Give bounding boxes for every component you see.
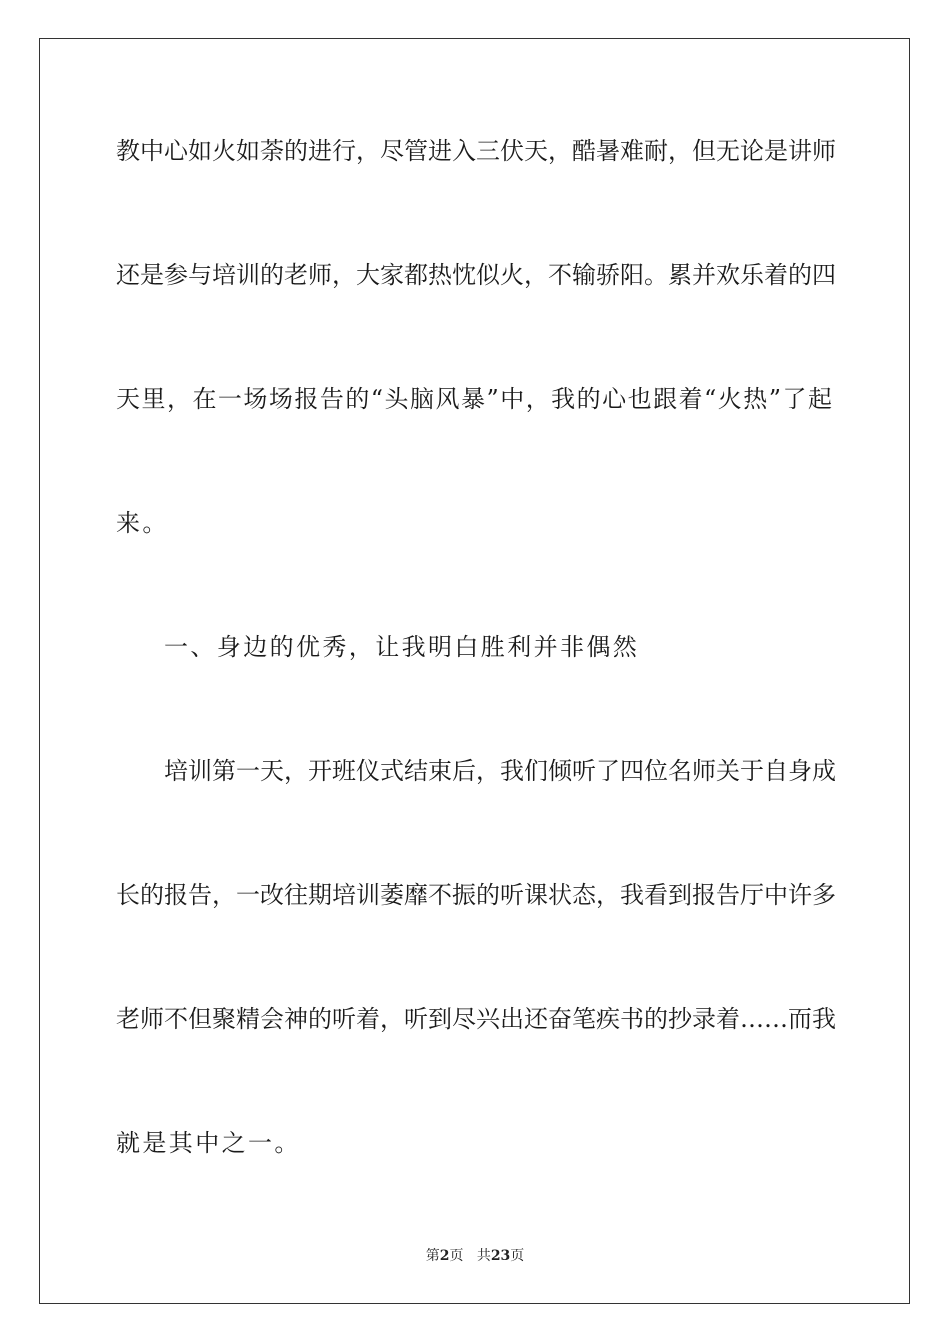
page-prefix: 第 <box>425 1248 440 1264</box>
text-line-9: 就是其中之一。 <box>116 1129 301 1157</box>
text-line-8: 老师不但聚精会神的听着，听到尽兴出还奋笔疾书的抄录着……而我 <box>116 1005 836 1033</box>
page-suffix: 页 <box>449 1248 464 1264</box>
page-border <box>39 38 910 1304</box>
total-pages: 23 <box>490 1248 511 1264</box>
text-line-1: 教中心如火如荼的进行，尽管进入三伏天，酷暑难耐，但无论是讲师 <box>116 137 836 165</box>
total-prefix: 共 <box>476 1248 491 1264</box>
total-suffix: 页 <box>510 1248 525 1264</box>
text-line-6: 培训第一天，开班仪式结束后，我们倾听了四位名师关于自身成 <box>164 757 836 785</box>
section-heading: 一、身边的优秀，让我明白胜利并非偶然 <box>164 633 640 661</box>
text-line-7: 长的报告，一改往期培训萎靡不振的听课状态，我看到报告厅中许多 <box>116 881 836 909</box>
page-number: 2 <box>439 1248 450 1264</box>
page-footer <box>0 1247 950 1265</box>
text-line-3: 天里，在一场场报告的“头脑风暴”中，我的心也跟着“火热”了起 <box>116 385 832 413</box>
text-line-4: 来。 <box>116 509 169 537</box>
text-line-2: 还是参与培训的老师，大家都热忱似火，不输骄阳。累并欢乐着的四 <box>116 261 836 289</box>
